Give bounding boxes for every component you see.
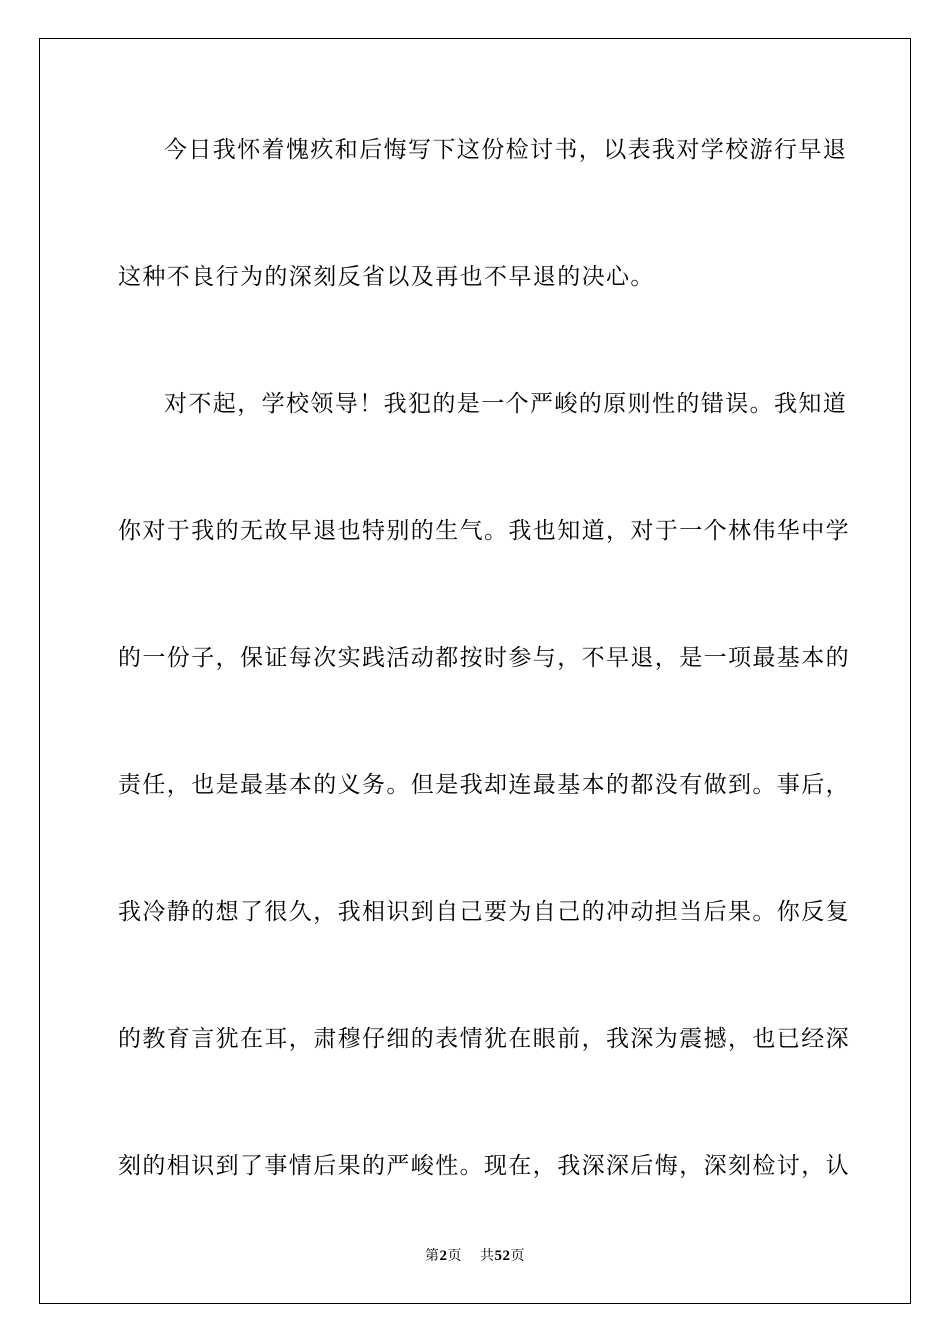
paragraph-2-line-2: 你对于我的无故早退也特别的生气。我也知道，对于一个林伟华中学 [118, 518, 850, 544]
page-prefix: 第 [425, 1248, 440, 1264]
paragraph-1-line-1: 今日我怀着愧疚和后悔写下这份检讨书，以表我对学校游行早退 [164, 137, 848, 163]
paragraph-1-line-2: 这种不良行为的深刻反省以及再也不早退的决心。 [118, 264, 655, 290]
page-suffix: 页 [447, 1248, 462, 1264]
total-pages-label [480, 1248, 525, 1264]
page-number: 2 [439, 1248, 448, 1264]
paragraph-2-line-5: 我冷静的想了很久，我相识到自己要为自己的冲动担当后果。你反复 [118, 899, 850, 925]
page-number-label [425, 1248, 462, 1264]
paragraph-2-line-7: 刻的相识到了事情后果的严峻性。现在，我深深后悔，深刻检讨，认 [118, 1153, 850, 1179]
paragraph-2-line-6: 的教育言犹在耳，肃穆仔细的表情犹在眼前，我深为震撼，也已经深 [118, 1026, 850, 1052]
total-pages: 52 [494, 1248, 511, 1264]
paragraph-2-line-4: 责任，也是最基本的义务。但是我却连最基本的都没有做到。事后， [118, 772, 850, 798]
total-suffix: 页 [510, 1248, 525, 1264]
paragraph-2-line-1: 对不起，学校领导！我犯的是一个严峻的原则性的错误。我知道 [164, 391, 848, 417]
paragraph-2-line-3: 的一份子，保证每次实践活动都按时参与，不早退，是一项最基本的 [118, 645, 850, 671]
page-footer [0, 1247, 950, 1265]
total-prefix: 共 [480, 1248, 495, 1264]
